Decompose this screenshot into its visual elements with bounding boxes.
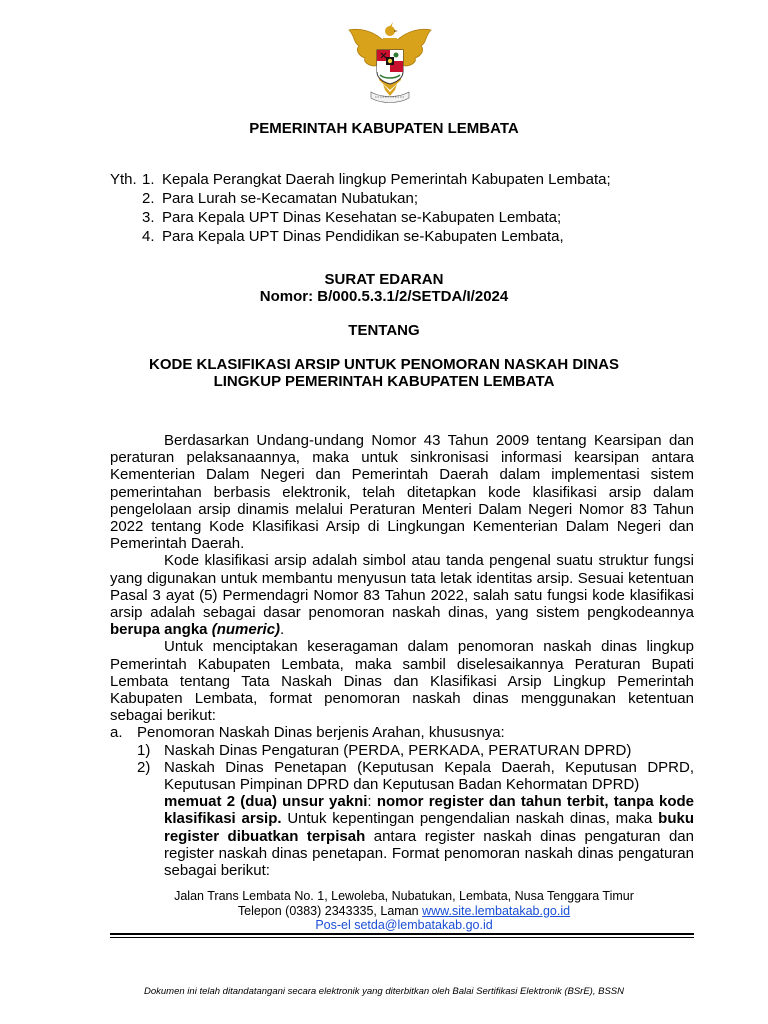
list-marker: 2) [137,758,151,776]
addressee-number: 3. [142,209,155,226]
subject-line-1: KODE KLASIFIKASI ARSIP UNTUK PENOMORAN NASKAH DINAS [148,356,620,373]
rule-bold-2: nomor register dan tahun terbit, tanpa kode klasifikasi arsip. [164,793,694,828]
addressee-number: 1. [142,171,155,188]
footer-email[interactable]: Pos-el setda@lembatakab.go.id [315,918,493,932]
paragraph-2-end: . [280,621,285,639]
letter-about: TENTANG [348,322,420,339]
list-item-1 [110,742,694,759]
list-text: Penomoran Naskah Dinas berjenis Arahan, khususnya: [137,724,505,742]
rule-colon: : [367,793,377,811]
list-marker: a. [110,724,123,742]
addressee-item [110,209,670,228]
rule-text-2: antara register naskah dinas pengaturan dan register naskah dinas penetapan. Format penomoran naskah dinas pengaturan sebagai berikut: [164,827,694,880]
paragraph-1: Berdasarkan Undang-undang Nomor 43 Tahun 2009 tentang Kearsipan dan peraturan pelaksanaannya, maka untuk sinkronisasi informasi kearsipan antara Kementerian Dalam Negeri dan Pemerintah Daerah dalam implementasi sistem pemerintahan berbasis elektronik, telah ditetapkan kode klasifikasi arsip dalam pengelolaan arsip dinamis melalui Peraturan Menteri Dalam Negeri Nomor 83 Tahun 2022 tentang Kode Klasifikasi Arsip di Lingkungan Kementerian Dalam Negeri dan Pemerintah Daerah. [110,432,694,553]
footer-address: Jalan Trans Lembata No. 1, Lewoleba, Nubatukan, Lembata, Nusa Tenggara Timur [174,889,634,903]
esign-disclaimer: Dokumen ini telah ditandatangani secara elektronik yang diterbitkan oleh Balai Sertifikasi Elektronik (BSrE), BSSN [144,986,624,997]
addressee-item [110,228,670,247]
addressee-prefix: Yth. [110,171,137,188]
rule-text-1: Untuk kepentingan pengendalian naskah dinas, maka [281,810,659,828]
list-item-2 [110,759,694,793]
footer-contact [0,889,768,933]
list-marker: 1) [137,741,151,759]
paragraph-2-text: Kode klasifikasi arsip adalah simbol atau tanda pengenal suatu struktur fungsi yang digunakan untuk membantu menyusun tata letak identitas arsip. Sesuai ketentuan Pasal 3 ayat (5) Permendagri Nomor 83 Tahun 2022, salah satu fungsi kode klasifikasi arsip adalah sebagai dasar penomoran naskah dinas, yang sistem pengkodeannya [110,552,694,622]
rule-bold-3: buku register dibuatkan terpisah [164,810,694,845]
footer-phone: Telepon (0383) 2343335, Laman [237,903,423,918]
addressee-text: Para Kepala UPT Dinas Pendidikan se-Kabupaten Lembata, [162,228,564,245]
letter-body [110,432,694,879]
list-item-a [110,724,694,741]
addressee-number: 2. [142,190,155,207]
addressee-number: 4. [142,228,155,245]
footer-divider-thick [110,933,694,935]
addressee-item [110,190,670,209]
letter-type: SURAT EDARAN [324,271,444,288]
paragraph-2-bold-italic: (numeric) [211,621,281,639]
list-text: Naskah Dinas Penetapan (Keputusan Kepala Daerah, Keputusan DPRD, Keputusan Pimpinan DPRD dan Keputusan Badan Kehormatan DPRD) [164,758,694,794]
paragraph-3: Untuk menciptakan keseragaman dalam penomoran naskah dinas lingkup Pemerintah Kabupaten Lembata, maka sambil diselesaikannya Peraturan Bupati Lembata tentang Tata Naskah Dinas dan Klasifikasi Arsip Lingkup Pemerintah Kabupaten Lembata, format penomoran naskah dinas menggunakan ketentuan sebagai berikut: [110,638,694,725]
subject-line-2: LINGKUP PEMERINTAH KABUPATEN LEMBATA [213,373,555,390]
paragraph-2-bold: berupa angka [110,621,212,639]
list-text: Naskah Dinas Pengaturan (PERDA, PERKADA, PERATURAN DPRD) [164,741,632,759]
letter-number: Nomor: B/000.5.3.1/2/SETDA/I/2024 [259,288,509,305]
numbering-rule-paragraph [110,793,694,879]
addressee-text: Kepala Perangkat Daerah lingkup Pemerintah Kabupaten Lembata; [162,171,611,188]
addressee-list [110,171,670,247]
addressee-item [110,171,670,190]
rule-bold-1: memuat 2 (dua) unsur yakni [164,793,368,811]
government-title: PEMERINTAH KABUPATEN LEMBATA [249,120,519,137]
garuda-emblem-icon [345,20,435,106]
addressee-text: Para Lurah se-Kecamatan Nubatukan; [162,190,418,207]
footer-divider-thin [110,937,694,938]
website-link[interactable]: www.site.lembatakab.go.id [422,903,571,918]
paragraph-2 [110,552,694,638]
footer-phone-line [0,904,768,919]
addressee-text: Para Kepala UPT Dinas Kesehatan se-Kabupaten Lembata; [162,209,562,226]
